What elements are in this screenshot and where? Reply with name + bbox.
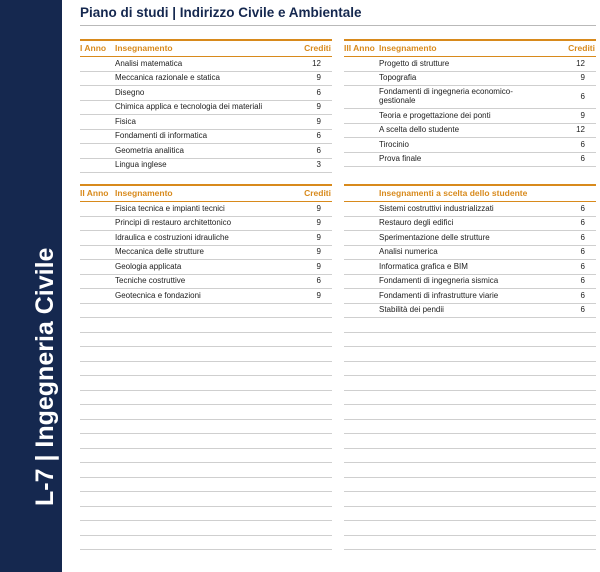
credits: 6 xyxy=(580,92,585,101)
table-row xyxy=(80,260,332,275)
empty-line xyxy=(344,318,596,333)
empty-line xyxy=(344,449,596,464)
table-row xyxy=(344,217,596,232)
credits: 9 xyxy=(580,110,585,120)
subject: A scelta dello studente xyxy=(379,125,460,134)
table-row xyxy=(344,275,596,290)
credits: 6 xyxy=(316,87,321,97)
credits: 6 xyxy=(580,154,585,163)
empty-lines xyxy=(344,318,596,550)
credits: 6 xyxy=(580,305,585,314)
subject: Sistemi costruttivi industrializzati xyxy=(379,203,494,213)
empty-line xyxy=(80,521,332,536)
empty-line xyxy=(344,420,596,435)
empty-line xyxy=(344,405,596,420)
credits: 9 xyxy=(316,102,321,111)
electives-header xyxy=(344,184,596,202)
empty-line xyxy=(80,478,332,493)
subject: Geometria analitica xyxy=(115,145,184,155)
credits: 6 xyxy=(316,131,321,140)
empty-line xyxy=(80,536,332,551)
year-label: I Anno xyxy=(80,43,107,53)
table-row xyxy=(344,153,596,168)
table-row xyxy=(344,109,596,124)
credits: 12 xyxy=(312,58,321,68)
subject: Progetto di strutture xyxy=(379,58,450,68)
empty-line xyxy=(344,492,596,507)
table-row xyxy=(80,144,332,159)
subject-header: Insegnamento xyxy=(115,188,173,198)
credits: 9 xyxy=(316,232,321,242)
empty-line xyxy=(344,391,596,406)
side-title: L-7 | Ingegneria Civile xyxy=(31,247,59,506)
empty-line xyxy=(80,376,332,391)
empty-line xyxy=(80,405,332,420)
subject: Fondamenti di ingegneria economico-gestionale xyxy=(379,87,513,105)
table-row xyxy=(80,202,332,217)
subject: Analisi matematica xyxy=(115,58,183,68)
table-row xyxy=(344,124,596,139)
third-year-table xyxy=(344,39,596,167)
empty-line xyxy=(80,318,332,333)
table-row xyxy=(344,260,596,275)
subject: Prova finale xyxy=(379,154,422,163)
subject: Restauro degli edifici xyxy=(379,218,454,227)
table-row xyxy=(344,304,596,319)
subject: Idraulica e costruzioni idrauliche xyxy=(115,232,229,242)
empty-line xyxy=(344,362,596,377)
table-row xyxy=(80,72,332,87)
electives-title: Insegnamenti a scelta dello studente xyxy=(379,188,528,198)
empty-line xyxy=(80,391,332,406)
credits: 6 xyxy=(580,218,585,227)
subject: Meccanica delle strutture xyxy=(115,247,204,256)
credits: 9 xyxy=(316,218,321,227)
empty-line xyxy=(344,347,596,362)
subject: Geotecnica e fondazioni xyxy=(115,290,201,300)
electives-table xyxy=(344,184,596,550)
credits: 6 xyxy=(316,145,321,155)
subject: Fondamenti di ingegneria sismica xyxy=(379,276,499,285)
credits: 9 xyxy=(316,203,321,213)
credits: 12 xyxy=(576,125,585,134)
page-title: Piano di studi | Indirizzo Civile e Ambientale xyxy=(80,5,362,20)
subject-header: Insegnamento xyxy=(115,43,173,53)
subject: Fisica tecnica e impianti tecnici xyxy=(115,203,225,213)
subject: Teoria e progettazione dei ponti xyxy=(379,110,491,120)
table-row xyxy=(344,246,596,261)
subject: Fondamenti di infrastrutture viarie xyxy=(379,290,499,300)
credits: 9 xyxy=(316,247,321,256)
subject: Analisi numerica xyxy=(379,247,438,256)
table-row xyxy=(344,202,596,217)
year-label: III Anno xyxy=(344,43,375,53)
subject: Topografia xyxy=(379,73,417,82)
credits-header: Crediti xyxy=(568,43,595,53)
table-row xyxy=(80,101,332,116)
table-row xyxy=(80,217,332,232)
credits: 9 xyxy=(316,116,321,126)
empty-line xyxy=(80,420,332,435)
credits: 9 xyxy=(316,73,321,82)
credits-header: Crediti xyxy=(304,188,331,198)
empty-line xyxy=(80,333,332,348)
subject: Fisica xyxy=(115,116,136,126)
table-row xyxy=(80,289,332,304)
subject: Informatica grafica e BIM xyxy=(379,261,468,271)
credits: 6 xyxy=(580,232,585,242)
empty-line xyxy=(344,507,596,522)
table-row xyxy=(344,138,596,153)
table-row xyxy=(344,231,596,246)
first-year-table xyxy=(80,39,332,173)
credits-header: Crediti xyxy=(304,43,331,53)
credits: 6 xyxy=(580,290,585,300)
credits: 6 xyxy=(580,247,585,256)
table-row xyxy=(80,130,332,145)
empty-line xyxy=(80,507,332,522)
table-row xyxy=(80,246,332,261)
second-year-table xyxy=(80,184,332,550)
first-year-header xyxy=(80,39,332,57)
empty-line xyxy=(344,521,596,536)
empty-line xyxy=(80,449,332,464)
table-row xyxy=(80,86,332,101)
empty-line xyxy=(344,434,596,449)
table-row xyxy=(80,275,332,290)
third-year-header xyxy=(344,39,596,57)
subject: Tirocinio xyxy=(379,139,409,149)
empty-line xyxy=(80,362,332,377)
credits: 6 xyxy=(580,139,585,149)
subject: Fondamenti di informatica xyxy=(115,131,208,140)
table-row xyxy=(344,57,596,72)
credits: 9 xyxy=(316,290,321,300)
subject: Principi di restauro architettonico xyxy=(115,218,232,227)
subject: Lingua inglese xyxy=(115,160,167,169)
subject: Meccanica razionale e statica xyxy=(115,73,220,82)
credits: 6 xyxy=(580,261,585,271)
subject-header: Insegnamento xyxy=(379,43,437,53)
empty-line xyxy=(80,304,332,319)
empty-line xyxy=(344,333,596,348)
subject: Geologia applicata xyxy=(115,261,182,271)
empty-line xyxy=(344,376,596,391)
year-label: II Anno xyxy=(80,188,109,198)
empty-line xyxy=(80,492,332,507)
table-row xyxy=(344,72,596,87)
credits: 6 xyxy=(580,276,585,285)
empty-line xyxy=(344,463,596,478)
subject: Disegno xyxy=(115,87,145,97)
subject: Tecniche costruttive xyxy=(115,276,186,285)
table-row xyxy=(80,115,332,130)
second-year-header xyxy=(80,184,332,202)
empty-line xyxy=(80,434,332,449)
table-row xyxy=(80,57,332,72)
credits: 3 xyxy=(316,160,321,169)
empty-line xyxy=(344,536,596,551)
credits: 9 xyxy=(580,73,585,82)
empty-lines xyxy=(80,304,332,551)
table-row xyxy=(80,231,332,246)
table-row xyxy=(80,159,332,174)
credits: 6 xyxy=(316,276,321,285)
table-row xyxy=(344,86,596,109)
empty-line xyxy=(80,463,332,478)
empty-line xyxy=(80,347,332,362)
subject: Sperimentazione delle strutture xyxy=(379,232,490,242)
empty-line xyxy=(344,478,596,493)
credits: 6 xyxy=(580,203,585,213)
credits: 9 xyxy=(316,261,321,271)
subject: Chimica applica e tecnologia dei materiali xyxy=(115,102,263,111)
subject: Stabilità dei pendii xyxy=(379,305,444,314)
table-row xyxy=(344,289,596,304)
title-rule xyxy=(80,25,596,26)
credits: 12 xyxy=(576,58,585,68)
